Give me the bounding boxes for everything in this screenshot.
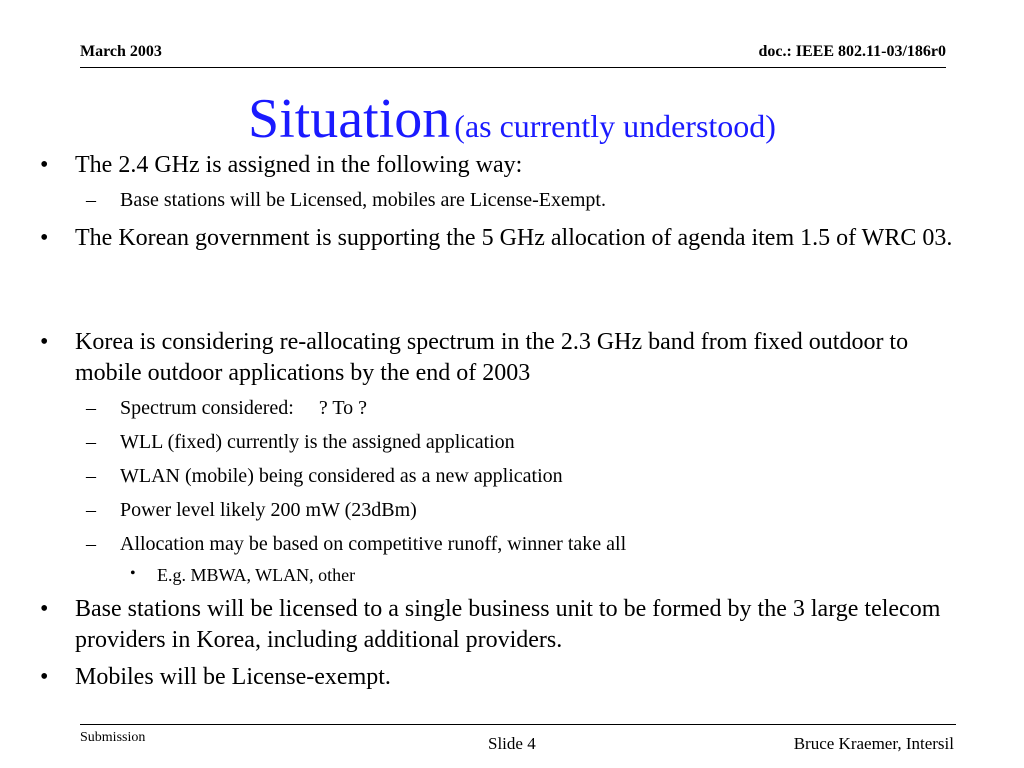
dash-marker: – <box>86 431 96 453</box>
subbullet-text: Spectrum considered: ? To ? <box>120 397 368 419</box>
dash-marker: – <box>86 189 96 211</box>
subsubbullet-examples <box>130 564 950 586</box>
bullet-marker: • <box>40 329 49 355</box>
bullet-marker: • <box>40 152 49 178</box>
subbullet-wll <box>86 430 966 454</box>
subbullet-base-stations <box>86 188 966 212</box>
title-subtitle: (as currently understood) <box>454 108 776 144</box>
bullet-text: Korea is considering re-allocating spectrum in the 2.3 GHz band from fixed outdoor to mobile outdoor applications by the end of 2003 <box>75 329 909 386</box>
subbullet-text: WLL (fixed) currently is the assigned application <box>120 431 515 453</box>
dash-marker: – <box>86 533 96 555</box>
footer-author: Bruce Kraemer, Intersil <box>793 734 954 753</box>
bullet-base-stations-licensed <box>40 594 975 656</box>
bullet-marker: • <box>40 225 49 251</box>
bullet-text: Mobiles will be License-exempt. <box>75 664 391 690</box>
header-doc-id: doc.: IEEE 802.11-03/186r0 <box>758 43 946 60</box>
footer-submission: Submission <box>80 730 146 745</box>
subbullet-text: Power level likely 200 mW (23dBm) <box>120 499 417 521</box>
header-date: March 2003 <box>80 43 162 60</box>
subbullet-text: WLAN (mobile) being considered as a new application <box>120 465 563 487</box>
dash-marker: – <box>86 499 96 521</box>
bullet-text: The Korean government is supporting the 5 GHz allocation of agenda item 1.5 of WRC 03. <box>75 225 953 251</box>
bullet-text: Base stations will be licensed to a single business unit to be formed by the 3 large telecom providers in Korea, including additional providers. <box>75 596 941 653</box>
title-main: Situation <box>248 88 451 150</box>
dash-marker: – <box>86 465 96 487</box>
footer-rule <box>80 724 956 725</box>
subbullet-power-level <box>86 498 966 522</box>
bullet-korean-government <box>40 223 975 254</box>
subbullet-allocation <box>86 532 966 556</box>
bullet-korea-reallocating <box>40 327 975 389</box>
subbullet-text: Allocation may be based on competitive runoff, winner take all <box>120 533 627 555</box>
subbullet-text: Base stations will be Licensed, mobiles are License-Exempt. <box>120 189 606 211</box>
bullet-text: The 2.4 GHz is assigned in the following way: <box>75 152 523 178</box>
subbullet-wlan <box>86 464 966 488</box>
bullet-marker: • <box>40 596 49 622</box>
bullet-marker: • <box>130 565 136 582</box>
bullet-mobiles-license-exempt <box>40 662 975 693</box>
footer-slide-number: Slide 4 <box>488 734 536 753</box>
bullet-marker: • <box>40 664 49 690</box>
bullet-2-4ghz <box>40 150 975 181</box>
dash-marker: – <box>86 397 96 419</box>
subbullet-spectrum-considered <box>86 396 966 420</box>
subsubbullet-text: E.g. MBWA, WLAN, other <box>157 565 356 585</box>
